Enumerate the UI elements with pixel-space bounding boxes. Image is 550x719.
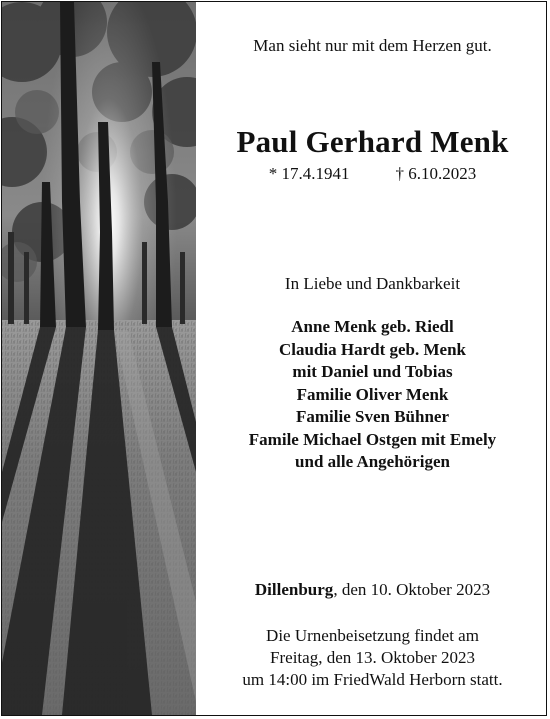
mourner-item: Familie Oliver Menk — [296, 384, 449, 404]
obituary-notice — [1, 1, 547, 716]
mourner-item: Anne Menk geb. Riedl — [291, 317, 454, 336]
mourner-item: Familie Sven Bühner — [295, 407, 449, 426]
dedication-line: In Liebe und Dankbarkeit — [284, 274, 461, 293]
ceremony-line: Die Urnenbeisetzung findet am — [266, 626, 479, 645]
notice-date: , den 10. Oktober 2023 — [333, 580, 491, 599]
birth-date: * 17.4.1941 — [268, 164, 350, 183]
mourner-item: Famile Michael Ostgen mit Emely — [248, 429, 497, 449]
motto-quote: Man sieht nur mit dem Herzen gut. — [253, 36, 492, 55]
death-date: † 6.10.2023 — [395, 164, 477, 183]
mourner-item: und alle Angehörigen — [295, 452, 450, 471]
ceremony-line: um 14:00 im FriedWald Herborn statt. — [242, 670, 503, 689]
deceased-name: Paul Gerhard Menk — [236, 124, 509, 159]
notice-text — [197, 2, 547, 715]
place-name: Dillenburg — [254, 580, 334, 599]
place-and-date — [197, 580, 547, 600]
mourner-item: mit Daniel und Tobias — [292, 362, 453, 381]
ceremony-line: Freitag, den 13. Oktober 2023 — [270, 648, 475, 667]
mourners-list — [197, 316, 547, 474]
forest-sunlight-photo — [2, 2, 196, 715]
mourner-item: Claudia Hardt geb. Menk — [278, 339, 467, 359]
ceremony-info — [197, 625, 547, 691]
life-dates — [197, 164, 547, 184]
